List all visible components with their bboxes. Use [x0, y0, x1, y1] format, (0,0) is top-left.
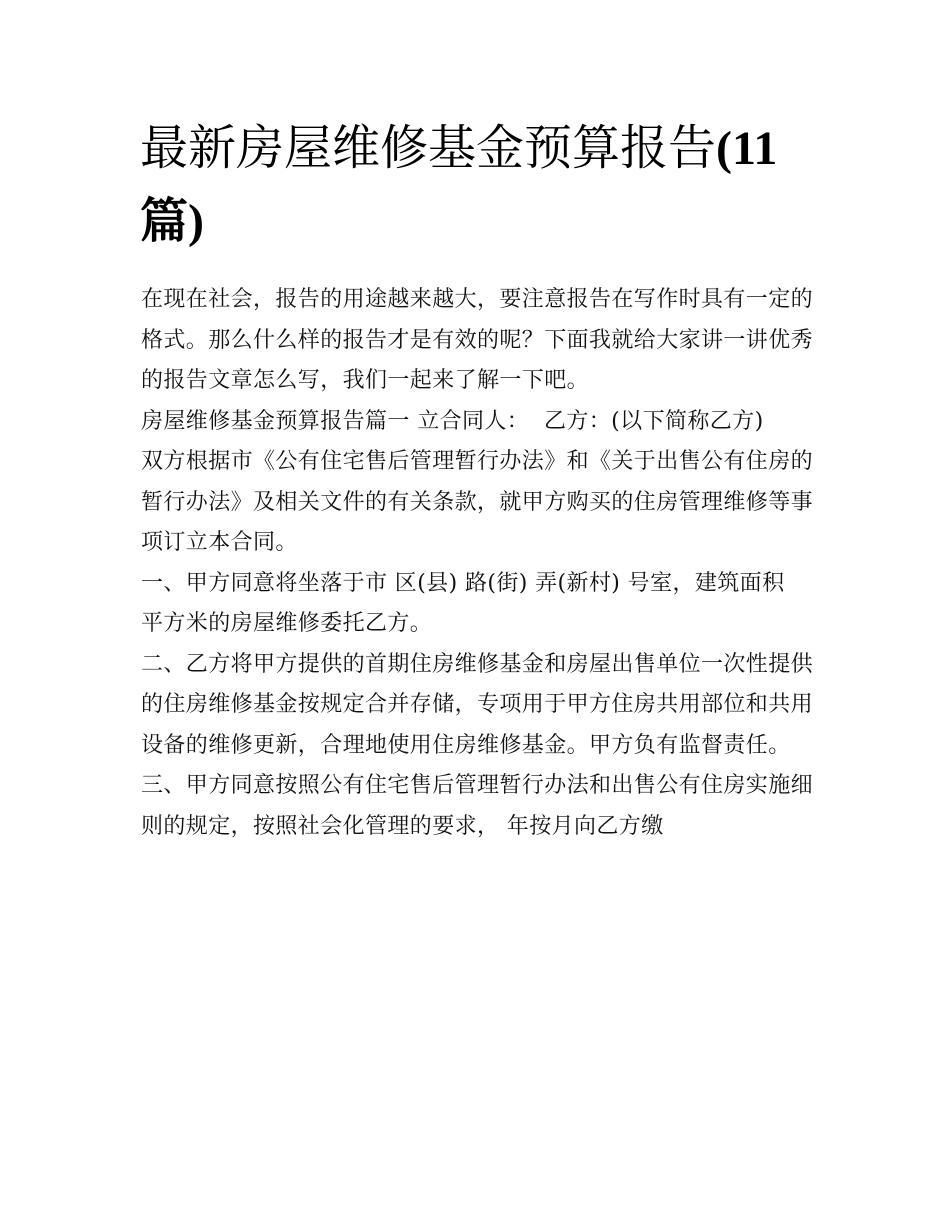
paragraph-clause-1: 一、甲方同意将坐落于市 区(县) 路(街) 弄(新村) 号室，建筑面积 平方米的房屋维修委托乙方。 [141, 570, 792, 636]
title-text: 最新房屋维修基金预算报告 [140, 120, 717, 176]
document-body [141, 280, 813, 847]
document-title [140, 112, 820, 258]
paragraph-parties: 房屋维修基金预算报告篇一 立合同人： 乙方：(以下简称乙方) [141, 408, 764, 434]
paragraph-clause-3: 三、甲方同意按照公有住宅售后管理暂行办法和出售公有住房实施细则的规定，按照社会化管理的要求， 年按月向乙方缴 [141, 773, 814, 839]
title-suffix: (11篇) [140, 122, 778, 248]
paragraph-clause-2: 二、乙方将甲方提供的首期住房维修基金和房屋出售单位一次性提供的住房维修基金按规定合并存储，专项用于甲方住房共用部位和共用设备的维修更新，合理地使用住房维修基金。甲方负有监督责任。 [141, 651, 814, 758]
paragraph-intro: 在现在社会，报告的用途越来越大，要注意报告在写作时具有一定的格式。那么什么样的报告才是有效的呢？下面我就给大家讲一讲优秀的报告文章怎么写，我们一起来了解一下吧。 [141, 287, 814, 393]
paragraph-basis: 双方根据市《公有住宅售后管理暂行办法》和《关于出售公有住房的暂行办法》及相关文件的有关条款，就甲方购买的住房管理维修等事项订立本合同。 [141, 449, 814, 555]
